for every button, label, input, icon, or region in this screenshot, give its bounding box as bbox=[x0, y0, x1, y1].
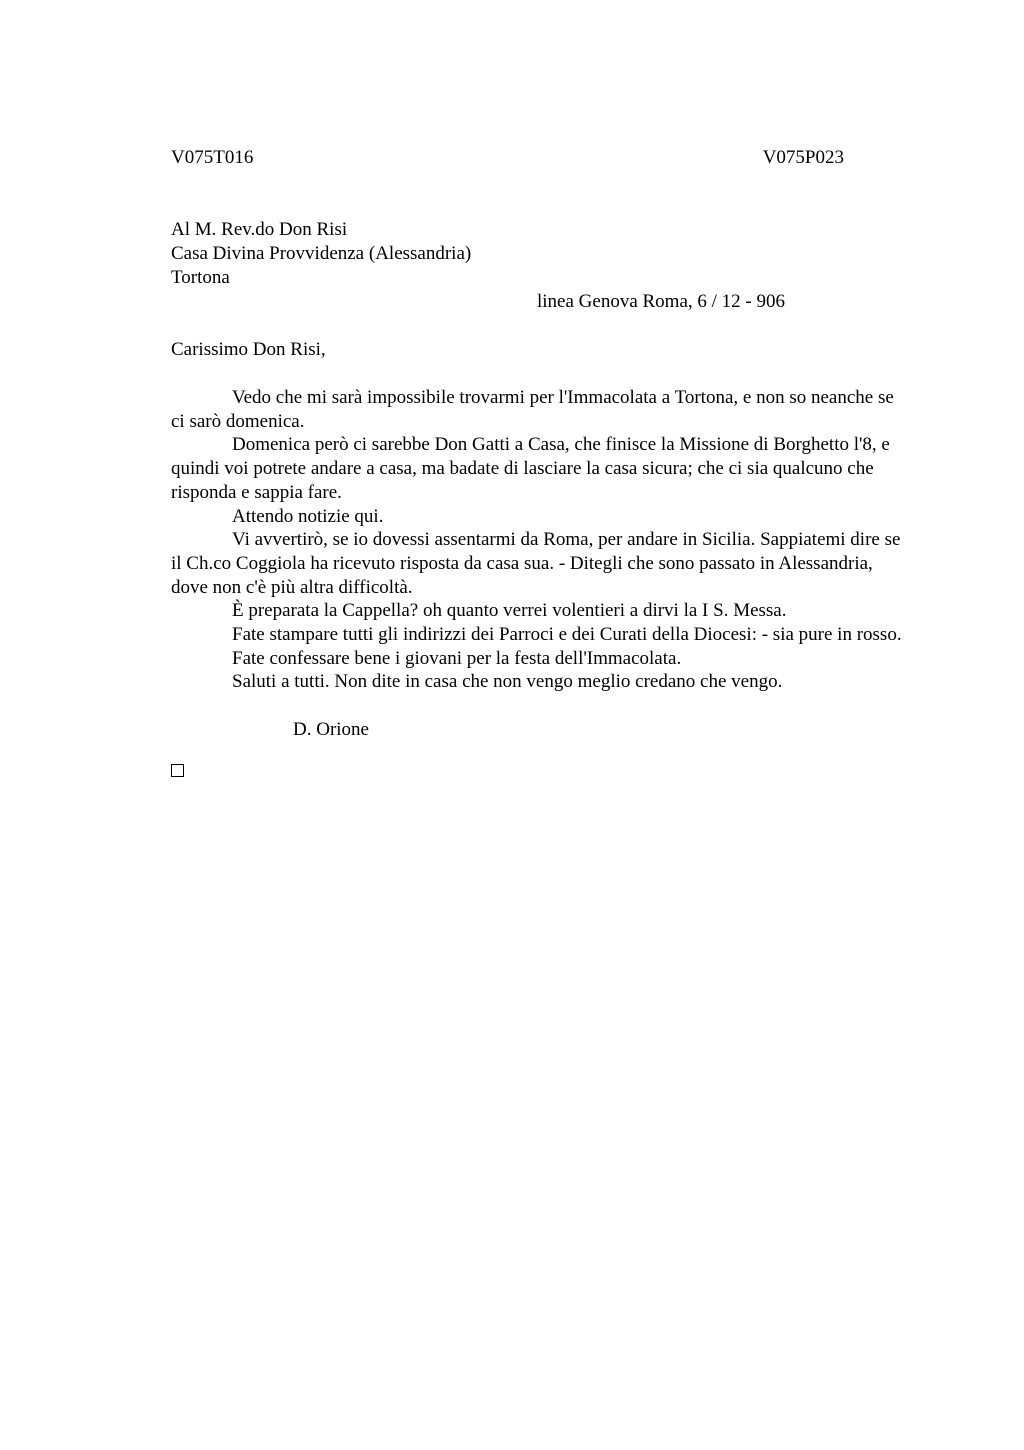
end-square-icon bbox=[171, 764, 184, 777]
paragraph: Domenica però ci sarebbe Don Gatti a Casa, che finisce la Missione di Borghetto l'8, e quindi voi potrete andare a casa, ma badate di lasciare la casa sicura; che ci sia qualcuno che risponda e sappia fare. bbox=[171, 434, 890, 503]
letter-body bbox=[171, 386, 911, 694]
paragraph: Fate stampare tutti gli indirizzi dei Parroci e dei Curati della Diocesi: - sia pure in rosso. bbox=[232, 624, 902, 646]
paragraph: Attendo notizie qui. bbox=[232, 505, 384, 527]
recipient-address bbox=[171, 218, 911, 290]
letter-page bbox=[171, 146, 911, 777]
address-line: Al M. Rev.do Don Risi bbox=[171, 219, 348, 240]
paragraph: Vedo che mi sarà impossibile trovarmi per l'Immacolata a Tortona, e non so neanche se ci sarò domenica. bbox=[171, 387, 894, 432]
address-line: Tortona bbox=[171, 267, 230, 288]
document-header bbox=[171, 146, 844, 170]
document-code-right: V075P023 bbox=[762, 147, 844, 168]
paragraph: Saluti a tutti. Non dite in casa che non vengo meglio credano che vengo. bbox=[232, 671, 783, 693]
salutation: Carissimo Don Risi, bbox=[171, 339, 326, 360]
place-date: linea Genova Roma, 6 / 12 - 906 bbox=[537, 291, 786, 312]
paragraph: Fate confessare bene i giovani per la festa dell'Immacolata. bbox=[232, 647, 682, 669]
paragraph: Vi avvertirò, se io dovessi assentarmi da Roma, per andare in Sicilia. Sappiatemi dire se il Ch.co Coggiola ha ricevuto risposta da casa sua. - Ditegli che sono passato in Alessandria, dove non c'è più altra difficoltà. bbox=[171, 529, 901, 598]
signature: D. Orione bbox=[293, 719, 369, 741]
document-code-left: V075T016 bbox=[171, 147, 254, 168]
address-line: Casa Divina Provvidenza (Alessandria) bbox=[171, 243, 472, 264]
paragraph: È preparata la Cappella? oh quanto verrei volentieri a dirvi la I S. Messa. bbox=[232, 600, 787, 622]
